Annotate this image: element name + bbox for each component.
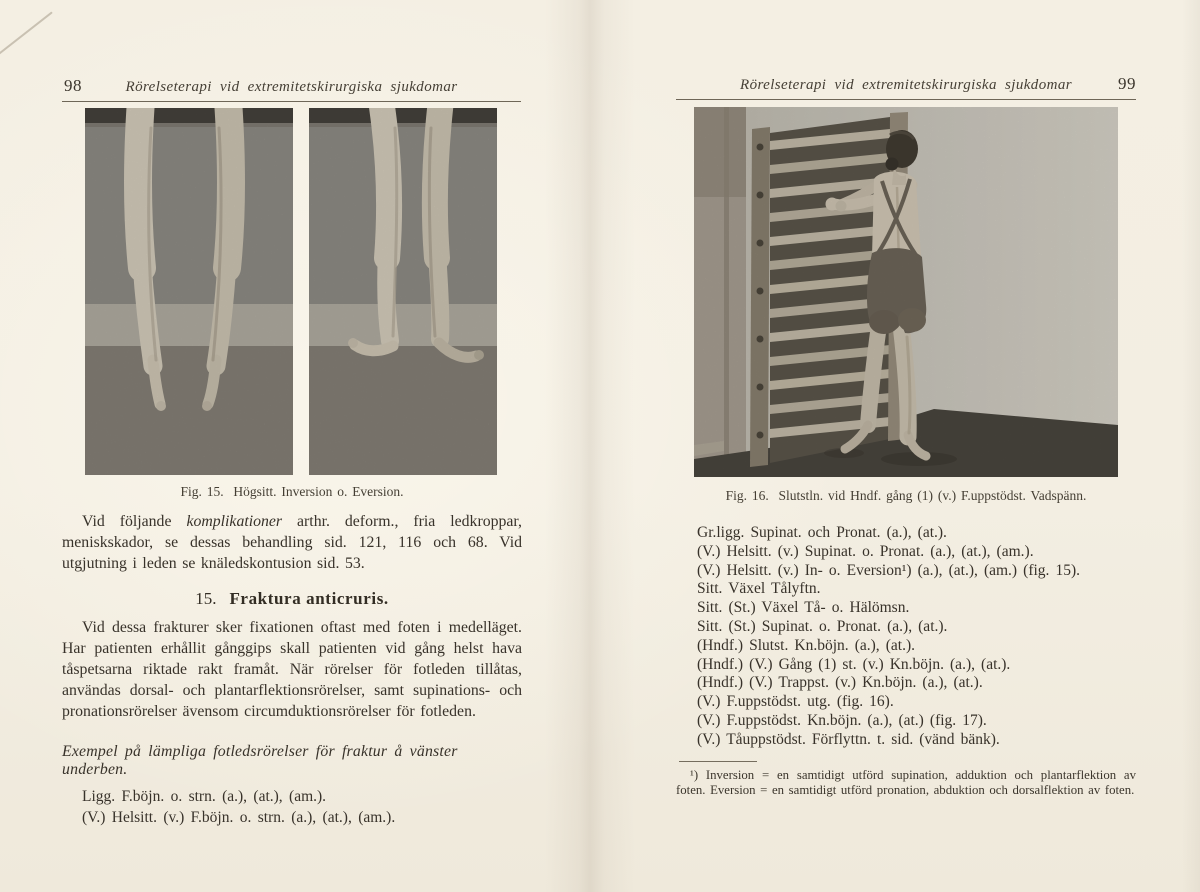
figure15-caption: Fig. 15. Högsitt. Inversion o. Eversion. [180, 484, 404, 499]
header-rule-left [62, 101, 521, 102]
inversion-photo-illustration [85, 108, 293, 475]
exercise-line: Ligg. F.böjn. o. strn. (a.), (at.), (am.). [82, 788, 327, 806]
exercise-line: (Hndf.) (V.) Trappst. (v.) Kn.böjn. (a.), (at.). [697, 674, 983, 692]
exercise-line: (Hndf.) (V.) Gång (1) st. (v.) Kn.böjn. (a.), (at.). [697, 655, 1011, 673]
section-title: Fraktura anticruris. [229, 589, 389, 609]
exercise-list-left [82, 787, 522, 828]
page-number-left: 98 [64, 76, 82, 95]
page-gutter-shadow [545, 0, 635, 892]
exercise-list-right [697, 524, 1136, 750]
figure15-photo-eversion [309, 108, 497, 475]
figure15-photo-inversion [85, 108, 293, 475]
example-intro-line: Exempel på lämpliga fotledsrörelser för fraktur å vänster underben. [62, 743, 458, 779]
photo-gap [293, 108, 309, 475]
exercise-line: Sitt. (St.) Supinat. o. Pronat. (a.), (at.). [697, 617, 948, 635]
para1-text-post: arthr. deform., fria ledkroppar, meniskskador, se dessas behandling sid. 121, 116 och 68. Vid utgjutning i leden se knäledskontusion sid. 53. [62, 513, 522, 572]
exercise-line: (V.) F.uppstödst. utg. (fig. 16). [697, 693, 894, 711]
figure15-photo-row [85, 108, 522, 475]
running-title-left: Rörelseterapi vid extremitetskirurgiska sjukdomar [125, 79, 458, 95]
section-number: 15. [195, 589, 217, 609]
exercise-line: (V.) Helsitt. (v.) F.böjn. o. strn. (a.), (at.), (am.). [82, 808, 396, 826]
exercise-line: Gr.ligg. Supinat. och Pronat. (a.), (at.). [697, 524, 947, 541]
eversion-photo-illustration [309, 108, 497, 475]
right-page-content [676, 107, 1136, 799]
header-rule-right [676, 99, 1136, 100]
exercise-line: (Hndf.) Slutst. Kn.böjn. (a.), (at.). [697, 636, 916, 654]
figure16-photo-wall-bars [694, 107, 1118, 477]
page-edge-shadow [1182, 0, 1200, 892]
paragraph-fracture: Vid dessa frakturer sker fixationen oftast med foten i medelläget. Har patienten erhållit gånggips skall patienten vid gång helst hava tåspetsarna riktade rakt framåt. När rörelser för fotleden tillåtas, användas dorsal- och plantarflektionsrörelser, samt supinations- och pronationsrörelser ävensom circumduktionsrörelser för fotleden. [62, 619, 522, 720]
exercise-line: (V.) Helsitt. (v.) In- o. Eversion¹) (a.), (at.), (am.) (fig. 15). [697, 561, 1081, 579]
paragraph-complications [62, 512, 522, 574]
left-page-content [62, 108, 522, 828]
wall-bars-photo-illustration [694, 107, 1118, 477]
footnote-text: ¹) Inversion = en samtidigt utförd supination, adduktion och plantarflektion av foten. Eversion = en samtidigt utförd pronation, abduktion och dorsalflektion av foten. [676, 767, 1136, 798]
running-title-right: Rörelseterapi vid extremitetskirurgiska sjukdomar [740, 77, 1072, 93]
footnote-rule [679, 761, 757, 762]
exercise-line: (V.) Helsitt. (v.) Supinat. o. Pronat. (a.), (at.), (am.). [697, 542, 1034, 560]
exercise-line: (V.) F.uppstödst. Kn.böjn. (a.), (at.) (fig. 17). [697, 711, 987, 729]
section-heading-15 [62, 589, 522, 609]
figure16-caption: Fig. 16. Slutstln. vid Hndf. gång (1) (v.) F.uppstödst. Vadspänn. [725, 488, 1087, 503]
para1-italic-word: komplikationer [186, 513, 283, 530]
page-number-right: 99 [1118, 74, 1136, 93]
corner-crease [0, 11, 53, 58]
exercise-line: Sitt. Växel Tålyftn. [697, 580, 821, 598]
exercise-line: Sitt. (St.) Växel Tå- o. Hälömsn. [697, 599, 910, 617]
para1-text-pre: Vid följande [82, 513, 187, 530]
exercise-line: (V.) Tåuppstödst. Förflyttn. t. sid. (vänd bänk). [697, 730, 1000, 748]
